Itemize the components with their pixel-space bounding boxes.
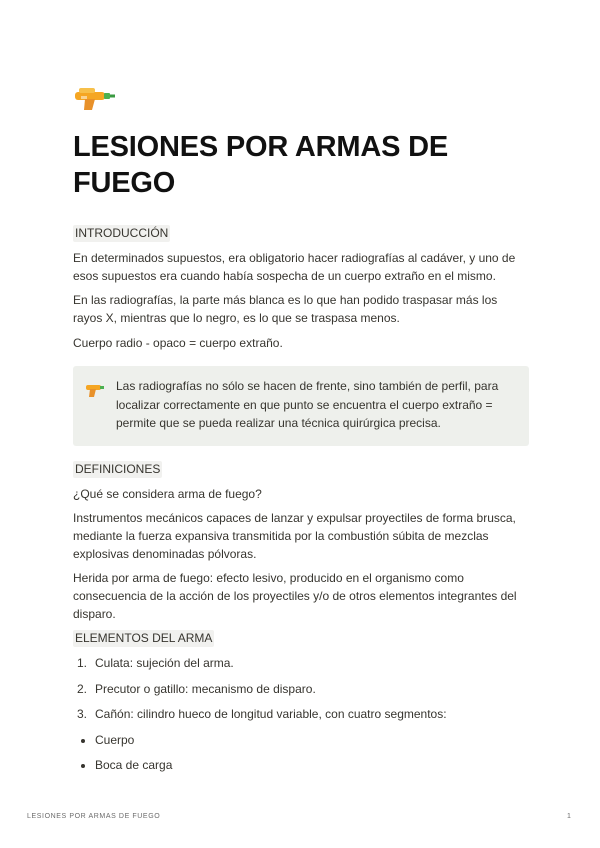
intro-paragraph-1 (73, 249, 529, 285)
paragraph: En determinados supuestos, era obligatorio hacer radiografías al cadáver, y uno de esos supuestos era cuando había sospecha de un cuerpo extraño en el mismo. (73, 251, 516, 283)
intro-heading-wrap (73, 224, 529, 242)
paragraph: Cuerpo radio - opaco = cuerpo extraño. (73, 336, 283, 350)
page-title: LESIONES POR ARMAS DE FUEGO (73, 131, 448, 199)
list-number: 3. (77, 707, 88, 721)
elem-heading-wrap (73, 629, 529, 647)
def-paragraph-1 (73, 509, 529, 563)
section-heading-definiciones: DEFINICIONES (75, 462, 161, 476)
bullet-dot (81, 764, 85, 768)
def-question (73, 485, 529, 503)
list-number: 1. (77, 656, 88, 670)
list-item-text: Culata: sujeción del arma. (95, 656, 234, 670)
intro-paragraph-3 (73, 334, 529, 352)
paragraph: ¿Qué se considera arma de fuego? (73, 487, 262, 501)
paragraph: En las radiografías, la parte más blanca es lo que han podido traspasar más los rayos X, mientras que lo negro, es lo que se traspasa menos. (73, 293, 498, 325)
water-pistol-icon (85, 382, 107, 398)
water-pistol-icon (73, 86, 117, 112)
paragraph: Herida por arma de fuego: efecto lesivo, producido en el organismo como consecuencia de la acción de los proyectiles y/o de otros elementos integrantes del disparo. (73, 571, 517, 621)
list-item-text: Cañón: cilindro hueco de longitud variable, con cuatro segmentos: (95, 707, 447, 721)
list-item-text: Precutor o gatillo: mecanismo de disparo. (95, 682, 316, 696)
callout-block (73, 366, 529, 446)
bullet-dot (81, 739, 85, 743)
section-heading-introduccion: INTRODUCCIÓN (75, 226, 169, 240)
list-item-text: Boca de carga (95, 758, 173, 772)
intro-paragraph-2 (73, 291, 529, 327)
footer-page-number: 1 (567, 813, 572, 820)
def-heading-wrap (73, 460, 529, 478)
footer-title: LESIONES POR ARMAS DE FUEGO (27, 813, 161, 820)
paragraph: Instrumentos mecánicos capaces de lanzar y expulsar proyectiles de forma brusca, mediante la fuerza expansiva transmitida por la combustión súbita de mezclas explosivas denominadas pólvoras. (73, 511, 516, 561)
def-paragraph-2 (73, 569, 529, 623)
section-heading-elementos: ELEMENTOS DEL ARMA (75, 631, 213, 645)
list-number: 2. (77, 682, 88, 696)
list-item-text: Cuerpo (95, 733, 135, 747)
callout-text: Las radiografías no sólo se hacen de frente, sino también de perfil, para localizar correctamente en que punto se encuentra el cuerpo extraño = permite que se pueda realizar una técnica quirúrgica precisa. (116, 379, 499, 430)
